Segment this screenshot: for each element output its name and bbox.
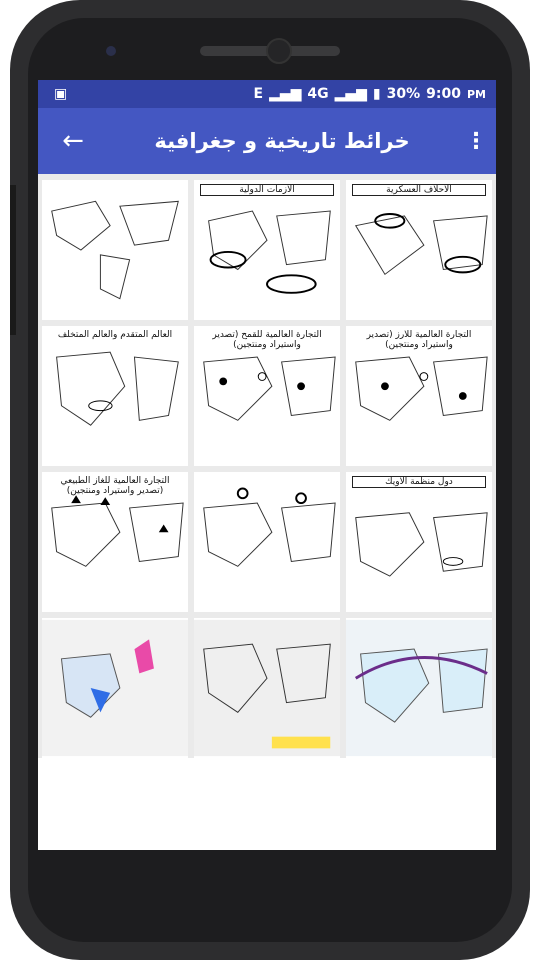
map-thumbnail-12[interactable] — [346, 618, 492, 758]
page-title: خرائط تاريخية و جغرافية — [154, 129, 410, 153]
map-thumbnail-1[interactable] — [42, 180, 188, 320]
image-icon: ▣ — [54, 86, 68, 102]
map-thumbnail-3[interactable] — [346, 180, 492, 320]
proximity-sensor — [106, 46, 116, 56]
map-thumbnail-5[interactable] — [194, 326, 340, 466]
clock-ampm: PM — [466, 87, 486, 101]
map-thumbnail-9[interactable] — [346, 472, 492, 612]
side-button — [10, 185, 16, 335]
map-caption-9: دول منظمة الاويك — [352, 476, 486, 488]
map-thumbnail-11[interactable] — [194, 618, 340, 758]
map-thumbnail-6[interactable] — [346, 326, 492, 466]
screen — [38, 80, 496, 850]
clock: 9:00 — [426, 86, 461, 102]
signal-icon: ▂▄▆ — [269, 86, 302, 102]
map-caption-4: العالم المتقدم والعالم المتخلف — [48, 330, 182, 340]
thumbnail-grid — [38, 174, 496, 758]
status-bar — [38, 80, 496, 108]
map-caption-2: الازمات الدولية — [200, 184, 334, 196]
map-caption-3: الاحلاف العسكرية — [352, 184, 486, 196]
front-camera — [266, 38, 292, 64]
map-thumbnail-8[interactable] — [194, 472, 340, 612]
map-caption-5: التجارة العالمية للقمح (تصدير واستيراد ومنتجين) — [200, 330, 334, 350]
battery-percent: 30% — [386, 86, 421, 102]
app-bar — [38, 108, 496, 174]
network-type-1: E — [253, 86, 264, 102]
map-thumbnail-4[interactable] — [42, 326, 188, 466]
map-caption-7: التجارة العالمية للغاز الطبيعي (تصدير واستيراد ومنتجين) — [48, 476, 182, 496]
back-arrow-icon[interactable]: ← — [62, 126, 84, 156]
network-type-2: 4G — [307, 86, 329, 102]
map-thumbnail-7[interactable] — [42, 472, 188, 612]
signal-icon-2: ▂▄▆ — [334, 86, 367, 102]
map-thumbnail-2[interactable] — [194, 180, 340, 320]
empty-area — [38, 762, 496, 850]
battery-icon: ▮ — [372, 86, 381, 102]
map-caption-6: التجارة العالمية للارز (تصدير واستيراد ومنتجين) — [352, 330, 486, 350]
more-options-icon[interactable]: ⋮ — [465, 128, 487, 154]
map-thumbnail-10[interactable] — [42, 618, 188, 758]
